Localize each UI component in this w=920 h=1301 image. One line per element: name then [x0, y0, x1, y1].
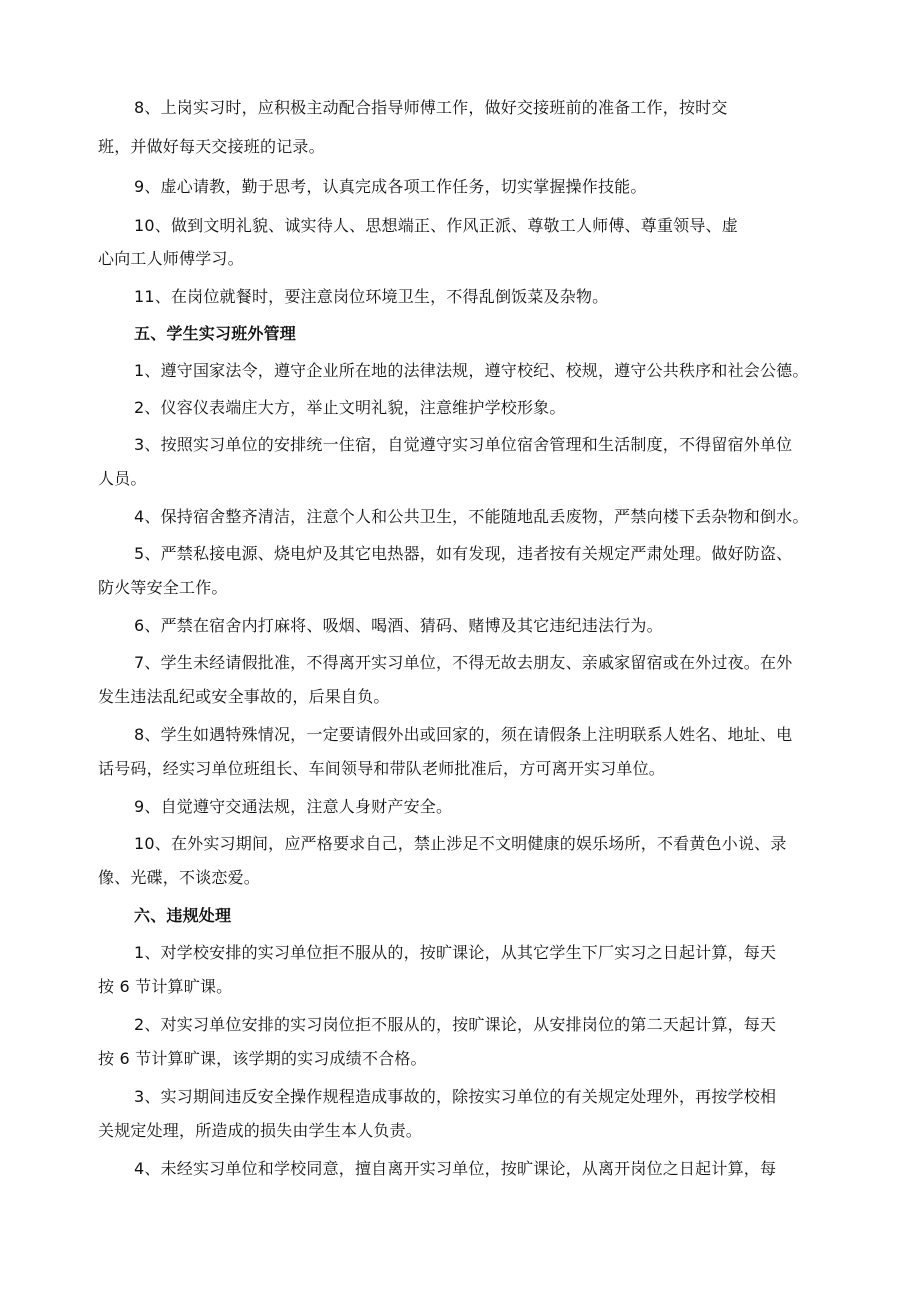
- paragraph-line: 8、学生如遇特殊情况，一定要请假外出或回家的，须在请假条上注明联系人姓名、地址、电: [134, 725, 793, 744]
- paragraph-line: 人员。: [98, 469, 147, 488]
- paragraph-line: 7、学生未经请假批准，不得离开实习单位，不得无故去朋友、亲戚家留宿或在外过夜。在外: [134, 653, 793, 672]
- paragraph-line: 2、仪容仪表端庄大方，举止文明礼貌，注意维护学校形象。: [134, 398, 566, 417]
- paragraph-line: 11、在岗位就餐时，要注意岗位环境卫生，不得乱倒饭菜及杂物。: [134, 287, 609, 306]
- section-heading: 六、违规处理: [134, 906, 232, 925]
- paragraph-line: 8、上岗实习时，应积极主动配合指导师傅工作，做好交接班前的准备工作，按时交: [134, 98, 728, 117]
- paragraph-line: 心向工人师傅学习。: [98, 249, 244, 268]
- paragraph-line: 2、对实习单位安排的实习岗位拒不服从的，按旷课论，从安排岗位的第二天起计算，每天: [134, 1015, 777, 1034]
- section-heading: 五、学生实习班外管理: [134, 324, 297, 343]
- paragraph-line: 3、实习期间违反安全操作规程造成事故的，除按实习单位的有关规定处理外，再按学校相: [134, 1087, 777, 1106]
- paragraph-line: 话号码，经实习单位班组长、车间领导和带队老师批准后，方可离开实习单位。: [98, 759, 666, 778]
- paragraph-line: 10、在外实习期间，应严格要求自己，禁止涉足不文明健康的娱乐场所，不看黄色小说、录: [134, 834, 787, 853]
- paragraph-line: 10、做到文明礼貌、诚实待人、思想端正、作风正派、尊敬工人师傅、尊重领导、虚: [134, 216, 738, 235]
- paragraph-line: 防火等安全工作。: [98, 578, 228, 597]
- paragraph-line: 3、按照实习单位的安排统一住宿，自觉遵守实习单位宿舍管理和生活制度，不得留宿外单位: [134, 435, 793, 454]
- paragraph-line: 关规定处理，所造成的损失由学生本人负责。: [98, 1121, 423, 1140]
- paragraph-line: 班，并做好每天交接班的记录。: [98, 137, 325, 156]
- paragraph-line: 按 6 节计算旷课。: [98, 977, 233, 996]
- paragraph-line: 1、对学校安排的实习单位拒不服从的，按旷课论，从其它学生下厂实习之日起计算，每天: [134, 943, 777, 962]
- paragraph-line: 6、严禁在宿舍内打麻将、吸烟、喝酒、猜码、赌博及其它违纪违法行为。: [134, 616, 663, 635]
- paragraph-line: 4、未经实习单位和学校同意，擅自离开实习单位，按旷课论，从离开岗位之日起计算，每: [134, 1159, 777, 1178]
- paragraph-line: 像、光碟，不谈恋爱。: [98, 868, 261, 887]
- paragraph-line: 9、虚心请教，勤于思考，认真完成各项工作任务，切实掌握操作技能。: [134, 177, 647, 196]
- paragraph-line: 5、严禁私接电源、烧电炉及其它电热器，如有发现，违者按有关规定严肃处理。做好防盗、: [134, 544, 793, 563]
- paragraph-line: 1、遵守国家法令，遵守企业所在地的法律法规，遵守校纪、校规，遵守公共秩序和社会公德。: [134, 361, 809, 380]
- paragraph-line: 发生违法乱纪或安全事故的，后果自负。: [98, 687, 390, 706]
- paragraph-line: 9、自觉遵守交通法规，注意人身财产安全。: [134, 797, 453, 816]
- paragraph-line: 按 6 节计算旷课，该学期的实习成绩不合格。: [98, 1049, 427, 1068]
- paragraph-line: 4、保持宿舍整齐清洁，注意个人和公共卫生，不能随地乱丢废物，严禁向楼下丢杂物和倒水。: [134, 507, 809, 526]
